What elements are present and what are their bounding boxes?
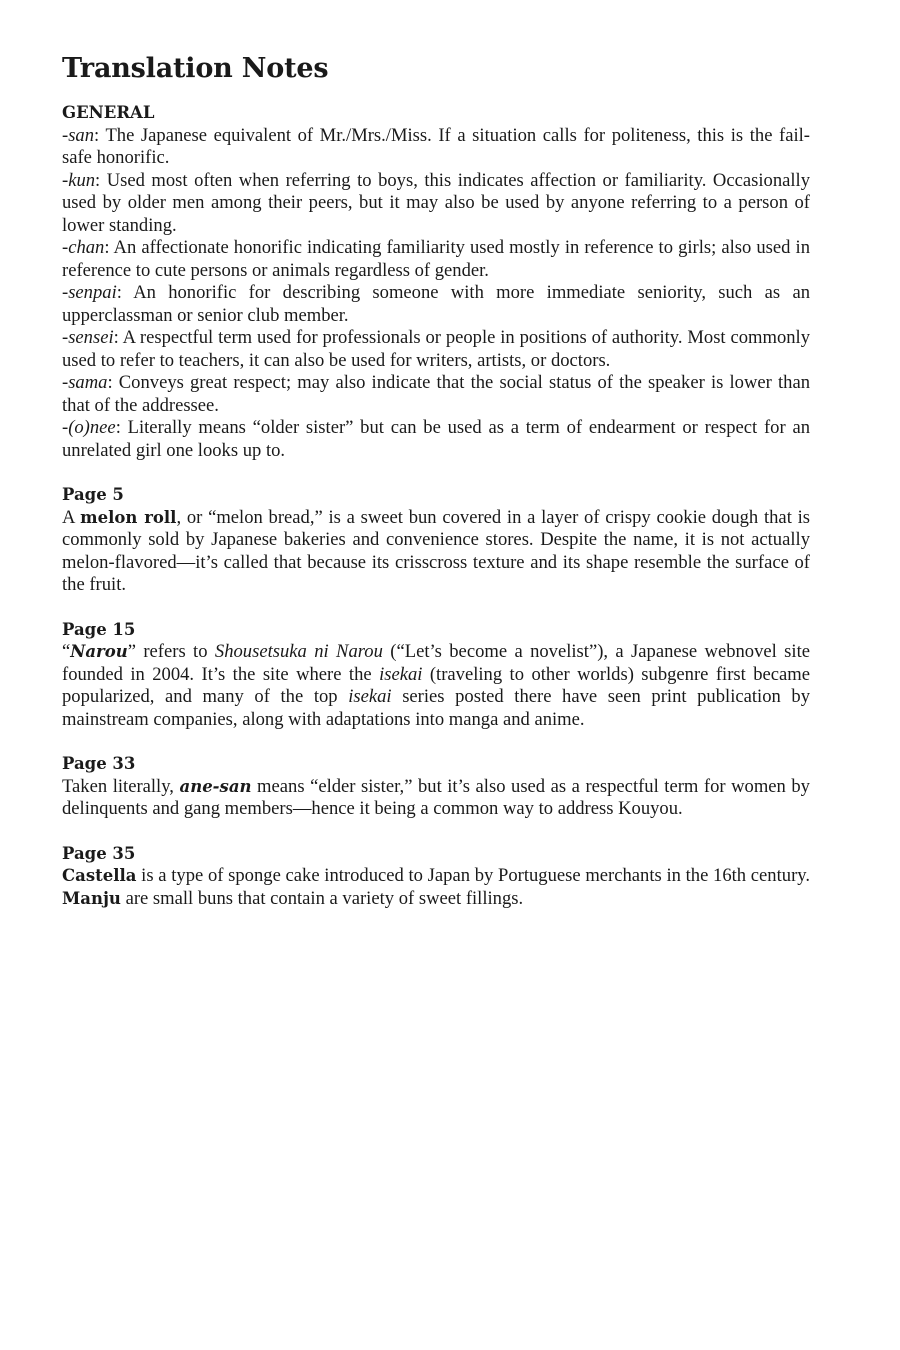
- definition: : Literally means “older sister” but can be used as a term of endearment or respect for an unrelated girl one looks up to.: [62, 417, 810, 461]
- term-bold: Castella: [62, 866, 137, 885]
- section-heading-page-15: Page 15: [62, 619, 136, 639]
- note-kun: [62, 170, 810, 238]
- section-heading-page-35: Page 35: [62, 843, 136, 863]
- section-heading-page-33: Page 33: [62, 754, 136, 773]
- text: ” refers to: [127, 641, 215, 662]
- note-san: [62, 125, 810, 170]
- text: means “elder sister,” but it’s also used as a respectful term for women by delinquents and gang members—hence it being a common way to address Kouyou.: [62, 775, 810, 819]
- term-bold: Manju: [62, 888, 121, 908]
- definition: : The Japanese equivalent of Mr./Mrs./Miss. If a situation calls for politeness, this is the fail-safe honorific.: [62, 124, 810, 168]
- section-general: [62, 102, 810, 462]
- note-sensei: [62, 327, 810, 372]
- translation-notes-page: [62, 52, 810, 932]
- text: are small buns that contain a variety of sweet fillings.: [120, 887, 524, 909]
- text: A: [62, 506, 81, 528]
- section-page-5: [62, 484, 810, 597]
- note-castella-manju: [62, 865, 810, 910]
- term: -san: [62, 124, 95, 146]
- term: -sama: [62, 372, 108, 393]
- section-heading-general: GENERAL: [62, 103, 155, 122]
- note-senpai: [62, 282, 810, 327]
- term: -senpai: [62, 282, 117, 303]
- note-onee: [62, 417, 810, 462]
- term: -(o)nee: [62, 417, 116, 438]
- term-italic: isekai: [348, 686, 392, 707]
- term: -kun: [62, 169, 96, 191]
- text: “: [62, 641, 71, 662]
- text: (“Let’s become a novelist”), a Japanese webnovel site founded in 2004. It’s the site where the: [62, 641, 810, 685]
- definition: : Conveys great respect; may also indicate that the social status of the speaker is lower than that of the addressee.: [62, 372, 810, 416]
- note-chan: [62, 237, 810, 282]
- note-narou: [62, 641, 810, 731]
- term-italic: Shousetsuka ni Narou: [214, 641, 383, 662]
- note-ane-san: [62, 776, 810, 821]
- section-page-15: [62, 619, 810, 732]
- text: , or “melon bread,” is a sweet bun covered in a layer of crispy cookie dough that is commonly sold by Japanese bakeries and convenience stores. Despite the name, it is not actually melon-flavored—it’s called that because its crisscross texture and its shape resemble the surface of the fruit.: [62, 506, 810, 595]
- text: Taken literally,: [62, 775, 180, 797]
- page-title: Translation Notes: [62, 53, 329, 84]
- definition: : An affectionate honorific indicating familiarity used mostly in reference to girls; also used in reference to cute persons or animals regardless of gender.: [62, 237, 810, 281]
- term-bold-italic: ane-san: [179, 776, 252, 796]
- note-melon-roll: [62, 507, 810, 597]
- term: -chan: [62, 237, 105, 258]
- section-heading-page-5: Page 5: [62, 485, 124, 504]
- term-bold: melon roll: [80, 507, 177, 527]
- definition: : Used most often when referring to boys, this indicates affection or familiarity. Occasionally used by older men among their peers, but it may also be used by anyone referring to a person of lower standing.: [62, 169, 810, 236]
- term-bold-italic: Narou: [70, 642, 128, 661]
- text: (traveling to other worlds) subgenre first became popularized, and many of the top: [62, 663, 810, 707]
- section-page-33: [62, 753, 810, 821]
- note-sama: [62, 372, 810, 417]
- definition: : A respectful term used for professionals or people in positions of authority. Most commonly used to refer to teachers, it can also be used for writers, artists, or doctors.: [62, 327, 810, 371]
- section-page-35: [62, 843, 810, 911]
- term: -sensei: [62, 327, 114, 348]
- text: series posted there have seen print publication by mainstream companies, along with adaptations into manga and anime.: [62, 686, 810, 730]
- definition: : An honorific for describing someone with more immediate seniority, such as an upperclassman or senior club member.: [62, 282, 810, 326]
- text: is a type of sponge cake introduced to Japan by Portuguese merchants in the 16th century.: [136, 865, 810, 886]
- term-italic: isekai: [379, 663, 423, 685]
